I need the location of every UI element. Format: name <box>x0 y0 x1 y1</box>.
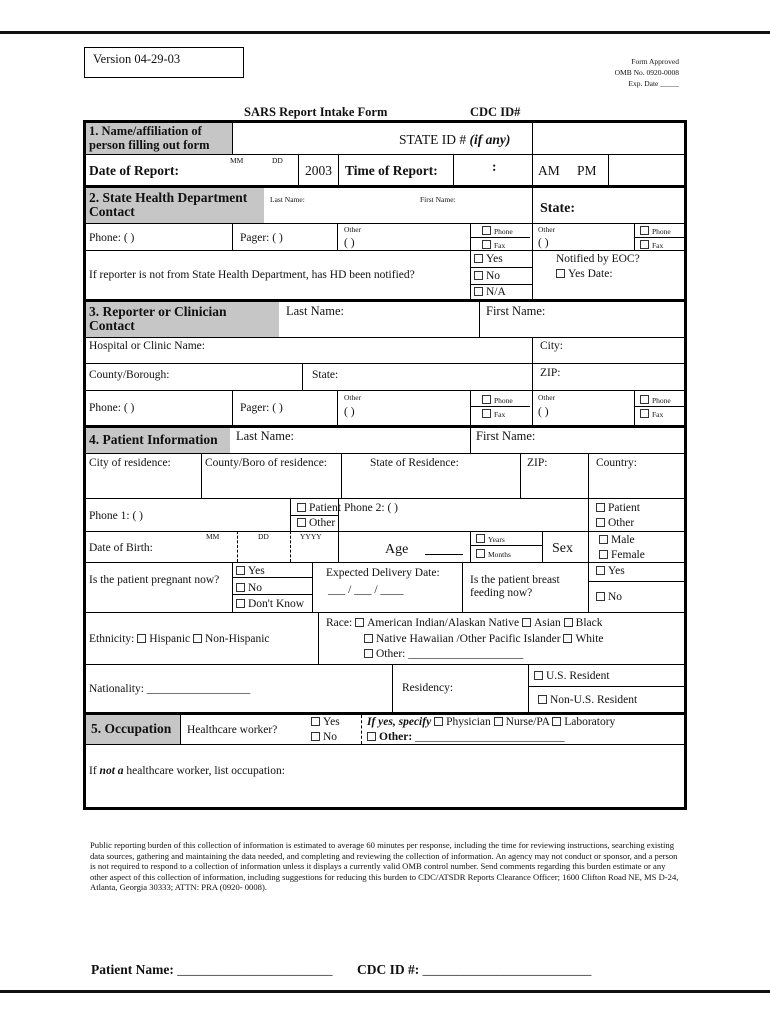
sec3-title: 3. Reporter or Clinician Contact <box>89 304 227 333</box>
time-colon: : <box>492 159 497 174</box>
sex-male[interactable]: Male <box>599 534 635 547</box>
eoc-yes-date[interactable]: Yes Date: <box>556 268 613 281</box>
hd-no[interactable]: No <box>474 270 500 283</box>
sec2-other-2-paren: ( ) <box>538 237 549 249</box>
sec4-last-name: Last Name: <box>236 429 294 443</box>
sec2-title: 2. State Health Department Contact <box>89 190 248 219</box>
phone2-other[interactable]: Other <box>596 517 634 530</box>
dob-yyyy: YYYY <box>300 532 322 541</box>
dob-dd: DD <box>258 532 269 541</box>
sec3-state: State: <box>312 369 339 381</box>
sec5-divider <box>83 712 687 715</box>
sec2-opt-fax-1[interactable]: Fax <box>482 240 505 250</box>
phone2-patient[interactable]: Patient <box>596 502 640 515</box>
city-of-residence: City of residence: <box>89 457 171 469</box>
ethnicity: Ethnicity: Hispanic Non-Hispanic <box>89 633 270 645</box>
top-rule <box>0 31 770 34</box>
version-text: Version 04-29-03 <box>93 52 181 66</box>
sec3-other-1-paren: ( ) <box>344 406 355 418</box>
am-option[interactable]: AM <box>538 163 560 178</box>
county-label: County/Borough: <box>89 369 170 381</box>
sex-female[interactable]: Female <box>599 549 645 562</box>
sec3-opt-fax-2[interactable]: Fax <box>640 409 663 419</box>
sec2-pager: Pager: ( ) <box>240 232 283 244</box>
report-year: 2003 <box>305 163 332 178</box>
sec2-opt-fax-2[interactable]: Fax <box>640 240 663 250</box>
hd-notified-question: If reporter is not from State Health Department, has HD been notified? <box>89 269 415 281</box>
non-us-resident[interactable]: Non-U.S. Resident <box>538 694 637 707</box>
age-years[interactable]: Years <box>476 534 505 544</box>
age-months[interactable]: Months <box>476 549 511 559</box>
sec4-first-name: First Name: <box>476 429 536 443</box>
cdc-id-header: CDC ID# <box>470 105 521 119</box>
burden-statement: Public reporting burden of this collection of information is estimated to average 60 minutes per response, including the time for reviewing instructions, searching existing data sources, gathering and maintaining the data needed, and completing and reviewing the collection of information. An agency may not conduct or sponsor, and a person is not required to respond to a collection of information unless it displays a currently valid OMB control number. Send comments regarding this burden estimate or any other aspect of this collection of information, including suggestions for reducing this burden to CDC/ATSDR Reports Clearance Officer; 1600 Clifton Road NE, MS D-24, Atlanta, Georgia 30333; ATTN: PRA (0920- 0008). <box>90 840 679 893</box>
sec4-divider <box>83 425 687 428</box>
nationality: Nationality: __________________ <box>89 683 251 695</box>
expected-delivery-label: Expected Delivery Date: <box>326 567 440 579</box>
sex-label: Sex <box>552 541 573 556</box>
sec2-first-name: First Name: <box>420 195 456 204</box>
race-line-1: Race: American Indian/Alaskan Native Asian Black <box>326 617 603 629</box>
footer-cdc-id: CDC ID #: _________________________ <box>357 962 592 977</box>
pm-option[interactable]: PM <box>577 163 597 178</box>
dob-mm: MM <box>206 532 220 541</box>
breast-feeding-question: Is the patient breast feeding now? <box>470 574 560 599</box>
sec3-other-2: Other <box>538 393 556 402</box>
eoc-question: Notified by EOC? <box>556 253 640 265</box>
frame-bottom <box>83 807 687 810</box>
sec3-opt-phone-1[interactable]: Phone <box>482 395 513 405</box>
sec3-opt-phone-2[interactable]: Phone <box>640 395 671 405</box>
date-of-report-label: Date of Report: <box>89 163 179 178</box>
expected-delivery-blank: ___ / ___ / ____ <box>328 584 404 596</box>
phone1-label: Phone 1: ( ) <box>89 510 143 522</box>
sec3-pager: Pager: ( ) <box>240 402 283 414</box>
race-line-2: Native Hawaiian /Other Pacific Islander White <box>364 633 604 646</box>
ethnicity-hispanic-box[interactable] <box>137 634 146 643</box>
residency-label: Residency: <box>402 682 454 694</box>
pregnant-no[interactable]: No <box>236 582 262 595</box>
footer-patient-name: Patient Name: _______________________ <box>91 962 333 977</box>
bottom-rule <box>0 990 770 993</box>
if-not-healthcare-worker: If not a healthcare worker, list occupation: <box>89 765 285 777</box>
dob-label: Date of Birth: <box>89 542 153 554</box>
frame-top <box>83 120 687 123</box>
form-approved: Form Approved <box>631 57 679 66</box>
form-title: SARS Report Intake Form <box>244 105 388 119</box>
sec2-divider <box>83 185 687 188</box>
sec3-other-1: Other <box>344 393 362 402</box>
phone1-other[interactable]: Other <box>297 517 335 530</box>
phone1-patient[interactable]: Patient <box>297 502 341 515</box>
sec2-other-2: Other <box>538 225 556 234</box>
mm-hint: MM <box>230 156 244 165</box>
sec3-last-name: Last Name: <box>286 304 344 318</box>
sec2-other-1-paren: ( ) <box>344 237 355 249</box>
sec3-opt-fax-1[interactable]: Fax <box>482 409 505 419</box>
sec3-other-2-paren: ( ) <box>538 406 549 418</box>
breast-yes[interactable]: Yes <box>596 565 625 578</box>
us-resident[interactable]: U.S. Resident <box>534 670 610 683</box>
sec2-last-name: Last Name: <box>270 195 305 204</box>
hospital-label: Hospital or Clinic Name: <box>89 340 205 352</box>
sec2-other-1: Other <box>344 225 362 234</box>
sec4-title: 4. Patient Information <box>89 432 218 447</box>
state-id-label: STATE ID # (if any) <box>399 132 511 147</box>
sec2-opt-phone-2[interactable]: Phone <box>640 226 671 236</box>
sec1-title-line: 1. Name/affiliation of person filling out form <box>89 124 210 152</box>
race-other[interactable]: Other: ____________________ <box>364 648 523 661</box>
sec4-country: Country: <box>596 457 637 469</box>
sec2-state: State: <box>540 201 575 216</box>
pregnant-question: Is the patient pregnant now? <box>89 574 220 586</box>
sec4-zip: ZIP: <box>527 457 548 469</box>
pregnant-yes[interactable]: Yes <box>236 565 265 578</box>
hd-na[interactable]: N/A <box>474 286 506 299</box>
dd-hint: DD <box>272 156 283 165</box>
county-of-residence: County/Boro of residence: <box>205 457 328 469</box>
omb-number: OMB No. 0920-0008 <box>614 68 679 77</box>
hcw-no[interactable]: No <box>311 731 337 744</box>
hcw-yes[interactable]: Yes <box>311 716 340 729</box>
phone2-label: Phone 2: ( ) <box>344 502 398 514</box>
frame-right <box>684 120 687 810</box>
sec3-phone: Phone: ( ) <box>89 402 135 414</box>
sec5-other[interactable]: Other: __________________________ <box>367 731 565 744</box>
sec3-zip: ZIP: <box>540 367 561 379</box>
age-label: Age <box>385 542 409 557</box>
sec5-title: 5. Occupation <box>91 721 172 736</box>
exp-date: Exp. Date _____ <box>628 79 679 88</box>
sec2-phone: Phone: ( ) <box>89 232 135 244</box>
breast-no[interactable]: No <box>596 591 622 604</box>
state-of-residence: State of Residence: <box>370 457 459 469</box>
sec3-first-name: First Name: <box>486 304 546 318</box>
version-box <box>84 47 244 78</box>
hcw-question: Healthcare worker? <box>187 724 278 736</box>
hd-yes[interactable]: Yes <box>474 253 503 266</box>
sec2-opt-phone-1[interactable]: Phone <box>482 226 513 236</box>
sec3-divider <box>83 299 687 302</box>
ethnicity-non-hispanic-box[interactable] <box>193 634 202 643</box>
if-yes-specify: If yes, specify Physician Nurse/PA Laboratory <box>367 716 616 728</box>
time-of-report-label: Time of Report: <box>345 163 438 178</box>
sec3-city: City: <box>540 340 564 352</box>
pregnant-dont-know[interactable]: Don't Know <box>236 598 304 611</box>
